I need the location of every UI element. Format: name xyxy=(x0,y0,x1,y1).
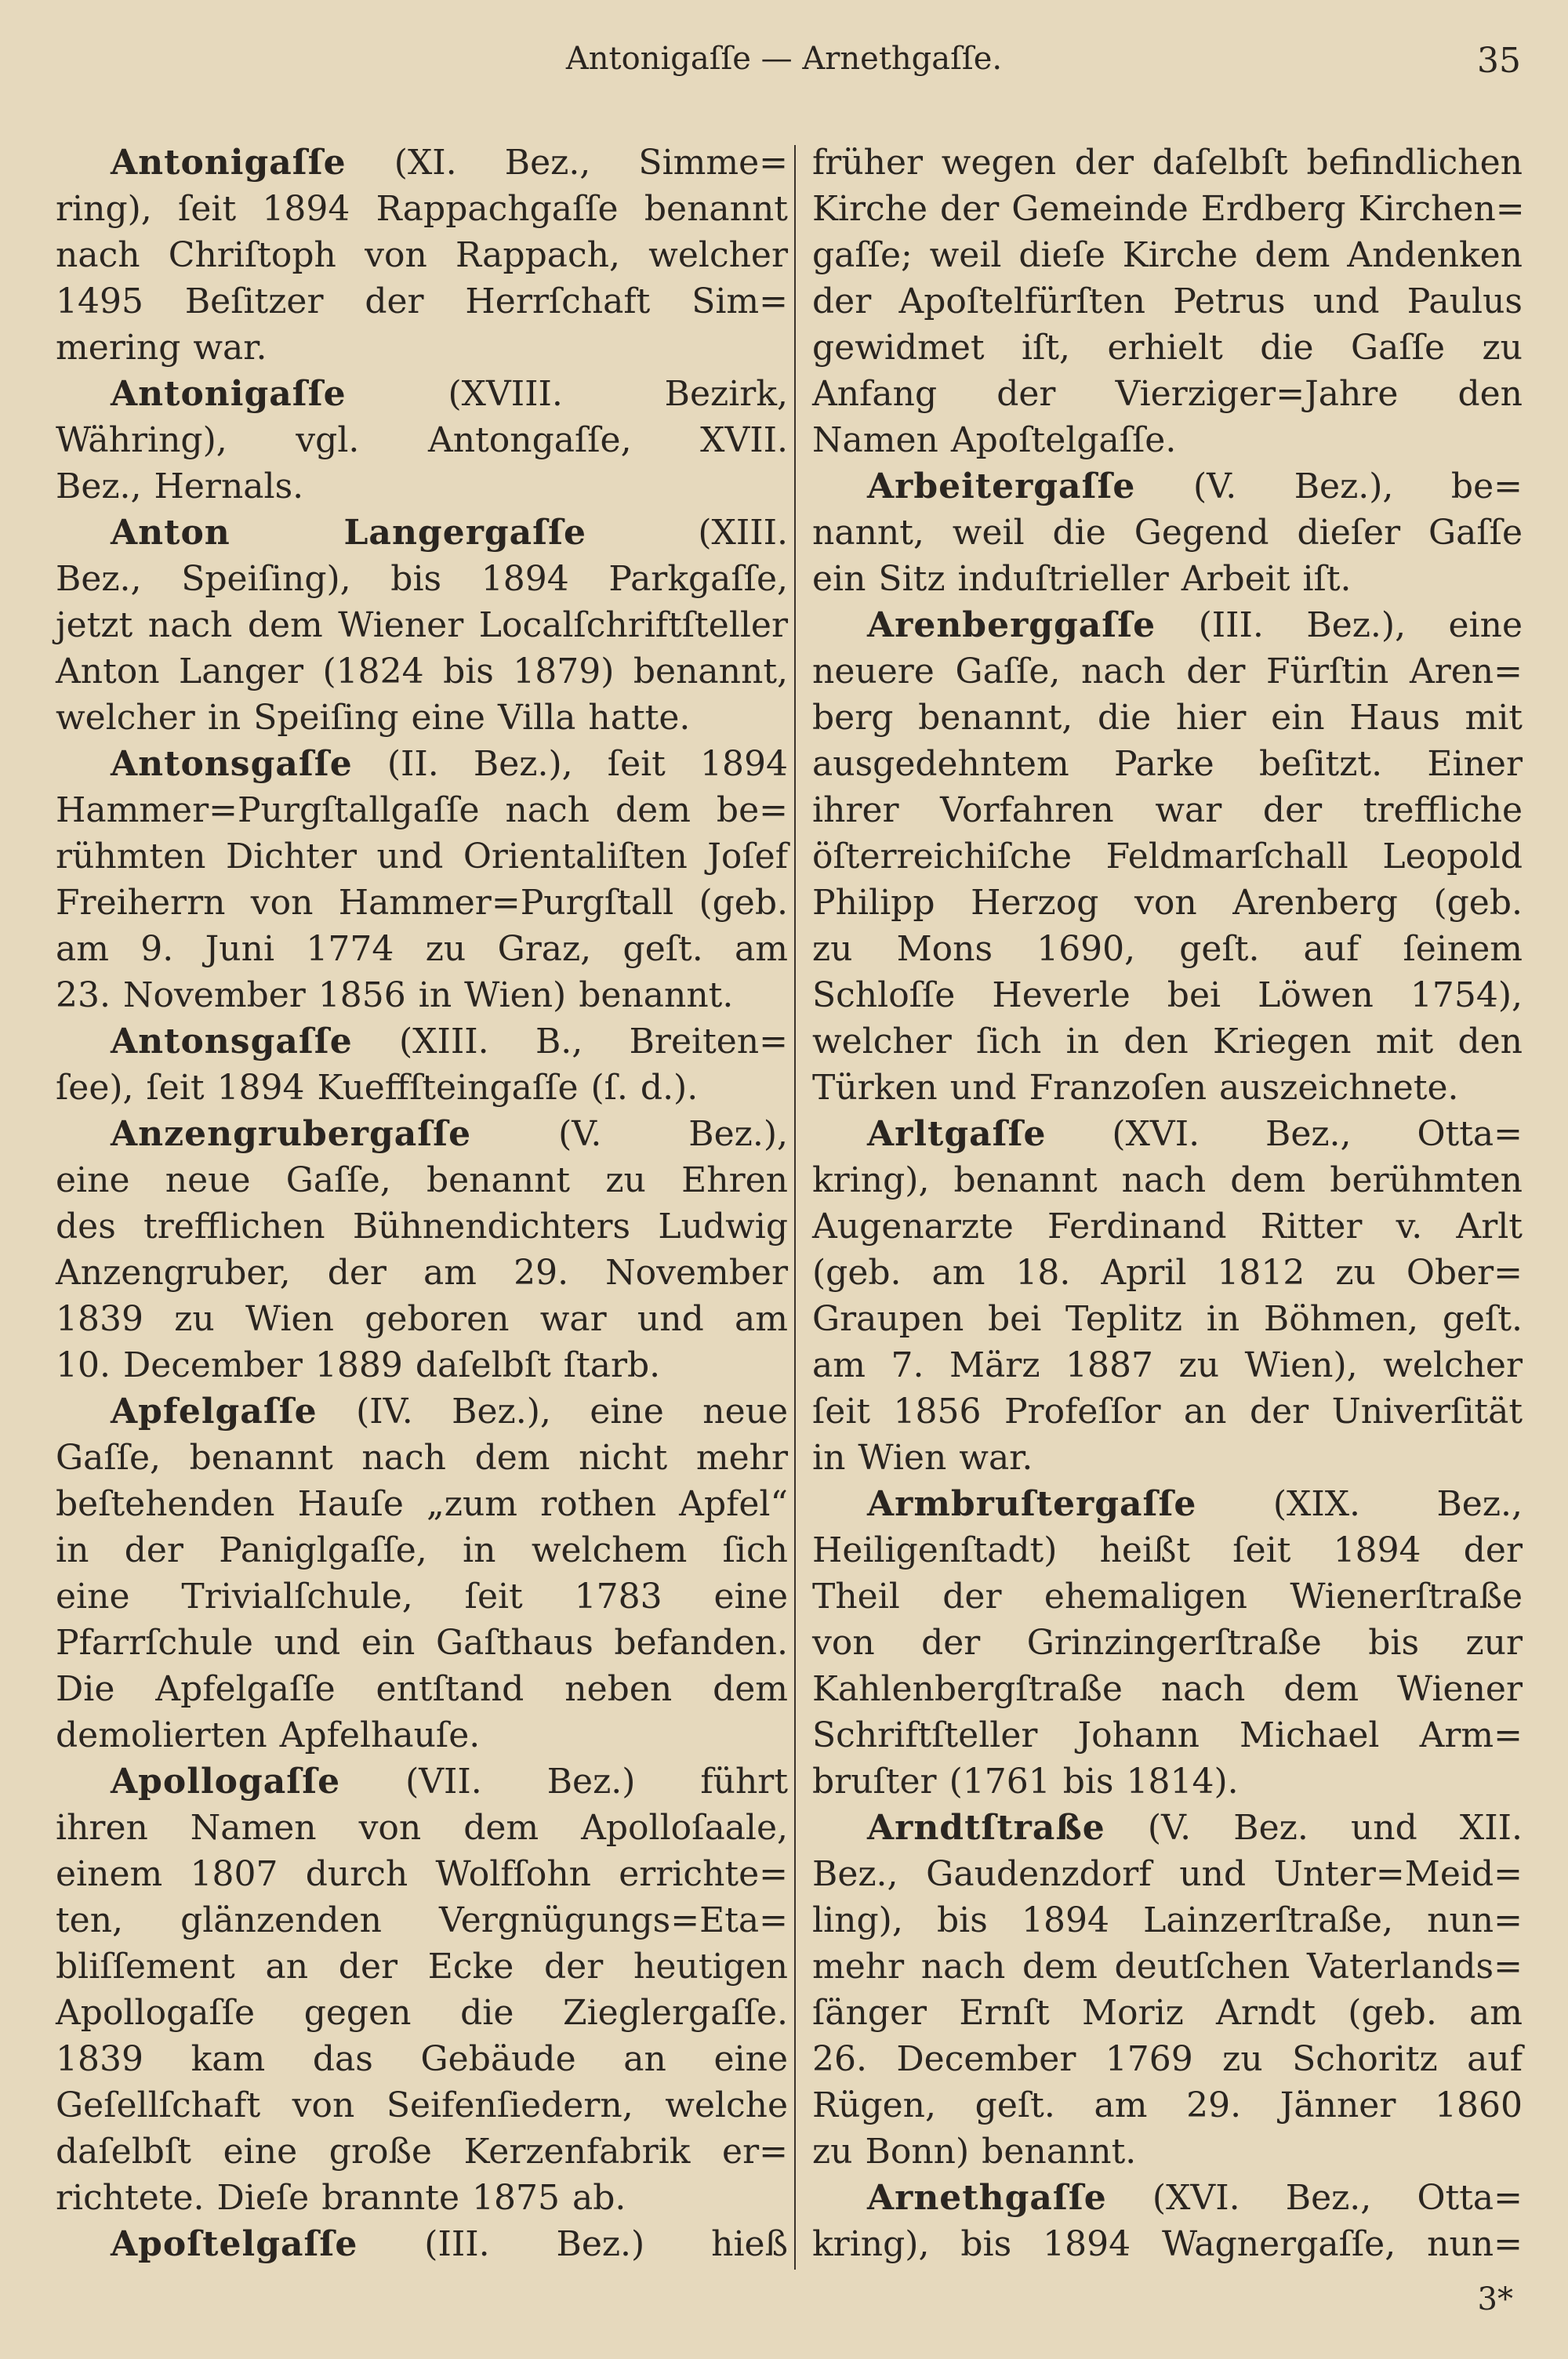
entry-head-line xyxy=(812,1481,1523,1527)
text-line xyxy=(56,1342,788,1388)
text-line xyxy=(56,1805,788,1851)
line-text: Theil der ehemaligen Wienerſtraße xyxy=(812,1577,1523,1617)
line-text: (III. Bez.) hieß xyxy=(358,2224,788,2264)
text-line xyxy=(56,1943,788,1990)
signature-mark: 3* xyxy=(1477,2281,1513,2317)
entry-head-line xyxy=(812,1805,1523,1851)
line-text: (V. Bez. und XII. xyxy=(1105,1808,1523,1848)
text-line xyxy=(56,1897,788,1943)
line-text: (V. Bez.), xyxy=(471,1114,788,1154)
text-line xyxy=(56,1250,788,1296)
line-text: Bez., Gaudenzdorf und Unter=Meid= xyxy=(812,1854,1523,1894)
text-line xyxy=(56,2082,788,2129)
text-line xyxy=(812,232,1523,278)
entry-headword: Antonsgaſſe xyxy=(111,1022,353,1062)
text-line xyxy=(812,186,1523,232)
line-text: 1839 kam das Gebäude an eine xyxy=(56,2039,788,2079)
line-text: daſelbſt eine große Kerzenfabrik er= xyxy=(56,2132,788,2172)
line-text: Gaſſe, benannt nach dem nicht mehr xyxy=(56,1438,788,1478)
text-line xyxy=(812,1018,1523,1065)
text-line xyxy=(812,417,1523,463)
line-text: kring), benannt nach dem berühmten xyxy=(812,1160,1523,1200)
text-line xyxy=(56,556,788,602)
line-text: Währing), vgl. Antongaſſe, XVII. xyxy=(56,420,788,460)
line-text: Schriftſteller Johann Michael Arm= xyxy=(812,1715,1523,1755)
text-line xyxy=(56,1296,788,1342)
line-text: ſänger Ernſt Moriz Arndt (geb. am xyxy=(812,1993,1523,2033)
line-text: öſterreichiſche Feldmarſchall Leopold xyxy=(812,837,1523,876)
entry-headword: Arndtſtraße xyxy=(867,1808,1105,1848)
line-text: welcher ſich in den Kriegen mit den xyxy=(812,1022,1523,1062)
text-line xyxy=(812,2129,1523,2175)
text-line xyxy=(812,1157,1523,1203)
text-line xyxy=(56,1157,788,1203)
entry-head-line xyxy=(56,140,788,186)
line-text: eine neue Gaſſe, benannt zu Ehren xyxy=(56,1160,788,1200)
running-title: Antonigaſſe — Arnethgaſſe. xyxy=(565,41,1003,77)
text-line xyxy=(56,1666,788,1712)
text-line xyxy=(812,1990,1523,2036)
text-line xyxy=(812,1758,1523,1805)
line-text: (geb. am 18. April 1812 zu Ober= xyxy=(812,1253,1523,1293)
line-text: (II. Bez.), ſeit 1894 xyxy=(352,744,788,784)
line-text: rühmten Dichter und Orientaliſten Joſef xyxy=(56,837,788,876)
text-line xyxy=(56,1712,788,1758)
entry-head-line xyxy=(56,1111,788,1157)
text-line xyxy=(812,880,1523,926)
line-text: eine Trivialſchule, ſeit 1783 eine xyxy=(56,1577,788,1617)
text-line xyxy=(56,926,788,972)
text-line xyxy=(56,1851,788,1897)
line-text: richtete. Dieſe brannte 1875 ab. xyxy=(56,2178,626,2218)
entry-head-line xyxy=(812,1111,1523,1157)
line-text: nannt, weil die Gegend dieſer Gaſſe xyxy=(812,513,1523,553)
line-text: (XVIII. Bezirk, xyxy=(346,374,788,414)
text-line xyxy=(812,1435,1523,1481)
text-line xyxy=(56,1203,788,1250)
line-text: (V. Bez.), be= xyxy=(1135,466,1523,506)
text-line xyxy=(56,787,788,833)
text-line xyxy=(56,463,788,510)
entry-head-line xyxy=(56,1018,788,1065)
entry-headword: Anton Langergaſſe xyxy=(111,513,586,553)
line-text: Pfarrſchule und ein Gaſthaus befanden. xyxy=(56,1623,788,1663)
line-text: Namen Apoſtelgaſſe. xyxy=(812,420,1177,460)
line-text: Freiherrn von Hammer=Purgſtall (geb. xyxy=(56,883,788,923)
text-line xyxy=(56,325,788,371)
text-line xyxy=(812,2221,1523,2267)
line-text: des trefflichen Bühnendichters Ludwig xyxy=(56,1207,788,1247)
line-text: Bez., Speiſing), bis 1894 Parkgaſſe, xyxy=(56,559,788,599)
line-text: (VII. Bez.) führt xyxy=(340,1762,788,1802)
text-line xyxy=(812,1250,1523,1296)
line-text: neuere Gaſſe, nach der Fürſtin Aren= xyxy=(812,651,1523,691)
page-number: 35 xyxy=(1477,41,1521,81)
line-text: welcher in Speiſing eine Villa hatte. xyxy=(56,698,691,738)
text-line xyxy=(56,2129,788,2175)
entry-headword: Arnethgaſſe xyxy=(867,2178,1107,2218)
line-text: 23. November 1856 in Wien) benannt. xyxy=(56,975,734,1015)
line-text: ling), bis 1894 Lainzerſtraße, nun= xyxy=(812,1900,1523,1940)
line-text: ein Sitz induſtrieller Arbeit iſt. xyxy=(812,559,1352,599)
text-line xyxy=(56,648,788,695)
text-line xyxy=(812,510,1523,556)
text-line xyxy=(812,926,1523,972)
line-text: 10. December 1889 daſelbſt ſtarb. xyxy=(56,1345,661,1385)
line-text: Anzengruber, der am 29. November xyxy=(56,1253,788,1293)
text-line xyxy=(812,371,1523,417)
entry-headword: Anzengrubergaſſe xyxy=(111,1114,472,1154)
entry-headword: Antonsgaſſe xyxy=(111,744,353,784)
entry-headword: Antonigaſſe xyxy=(111,374,347,414)
text-line xyxy=(812,695,1523,741)
text-line xyxy=(812,1943,1523,1990)
line-text: von der Grinzingerſtraße bis zur xyxy=(812,1623,1523,1663)
text-line xyxy=(812,140,1523,186)
line-text: (XIII. xyxy=(586,513,788,553)
line-text: ausgedehntem Parke beſitzt. Einer xyxy=(812,744,1523,784)
entry-head-line xyxy=(56,1388,788,1435)
line-text: Kirche der Gemeinde Erdberg Kirchen= xyxy=(812,189,1525,229)
text-line xyxy=(812,278,1523,325)
line-text: Bez., Hernals. xyxy=(56,466,304,506)
entry-headword: Apfelgaſſe xyxy=(111,1392,318,1432)
line-text: Augenarzte Ferdinand Ritter v. Arlt xyxy=(812,1207,1523,1247)
text-line xyxy=(56,278,788,325)
text-line xyxy=(812,1573,1523,1620)
text-line xyxy=(56,1620,788,1666)
right-column xyxy=(812,140,1523,2267)
left-column xyxy=(56,140,788,2267)
line-text: nach Chriſtoph von Rappach, welcher xyxy=(56,235,788,275)
column-divider xyxy=(794,145,796,2270)
entry-headword: Arbeitergaſſe xyxy=(867,466,1136,506)
line-text: ihren Namen von dem Apolloſaale, xyxy=(56,1808,788,1848)
entry-head-line xyxy=(56,1758,788,1805)
text-line xyxy=(812,1851,1523,1897)
entry-head-line xyxy=(56,371,788,417)
line-text: Rügen, geſt. am 29. Jänner 1860 xyxy=(812,2085,1523,2125)
line-text: Hammer=Purgſtallgaſſe nach dem be= xyxy=(56,790,788,830)
line-text: gewidmet iſt, erhielt die Gaſſe zu xyxy=(812,328,1523,368)
line-text: gaſſe; weil dieſe Kirche dem Andenken xyxy=(812,235,1523,275)
entry-head-line xyxy=(812,2175,1523,2221)
text-line xyxy=(812,1388,1523,1435)
line-text: 1839 zu Wien geboren war und am xyxy=(56,1299,788,1339)
running-head xyxy=(0,41,1568,88)
line-text: (XI. Bez., Simme= xyxy=(346,143,788,183)
line-text: zu Bonn) benannt. xyxy=(812,2132,1137,2172)
text-line xyxy=(812,2036,1523,2082)
line-text: am 9. Juni 1774 zu Graz, geſt. am xyxy=(56,929,788,969)
line-text: (XVI. Bez., Otta= xyxy=(1106,2178,1523,2218)
line-text: (XVI. Bez., Otta= xyxy=(1046,1114,1523,1154)
line-text: zu Mons 1690, geſt. auf ſeinem xyxy=(812,929,1523,969)
text-line xyxy=(812,1527,1523,1573)
text-line xyxy=(812,833,1523,880)
line-text: (IV. Bez.), eine neue xyxy=(317,1392,788,1432)
text-line xyxy=(56,972,788,1018)
line-text: 1495 Beſitzer der Herrſchaft Sim= xyxy=(56,281,788,321)
entry-headword: Antonigaſſe xyxy=(111,143,347,183)
line-text: einem 1807 durch Wolfſohn errichte= xyxy=(56,1854,788,1894)
text-line xyxy=(812,325,1523,371)
line-text: demolierten Apfelhauſe. xyxy=(56,1715,481,1755)
text-line xyxy=(56,186,788,232)
text-line xyxy=(56,1481,788,1527)
line-text: ring), ſeit 1894 Rappachgaſſe benannt xyxy=(56,189,788,229)
entry-head-line xyxy=(56,2221,788,2267)
text-line xyxy=(812,556,1523,602)
text-line xyxy=(812,1342,1523,1388)
line-text: ſee), ſeit 1894 Kueffſteingaſſe (ſ. d.). xyxy=(56,1068,699,1108)
line-text: mering war. xyxy=(56,328,267,368)
text-line xyxy=(56,2175,788,2221)
text-line xyxy=(56,880,788,926)
entry-head-line xyxy=(56,510,788,556)
entry-headword: Apoſtelgaſſe xyxy=(111,2224,358,2264)
line-text: ſeit 1856 Profeſſor an der Univerſität xyxy=(812,1392,1523,1432)
entry-headword: Arenberggaſſe xyxy=(867,605,1156,645)
line-text: ihrer Vorfahren war der treffliche xyxy=(812,790,1523,830)
entry-head-line xyxy=(812,463,1523,510)
text-line xyxy=(812,2082,1523,2129)
text-line xyxy=(812,1296,1523,1342)
line-text: Apollogaſſe gegen die Zieglergaſſe. xyxy=(56,1993,788,2033)
line-text: berg benannt, die hier ein Haus mit xyxy=(812,698,1523,738)
line-text: (III. Bez.), eine xyxy=(1156,605,1523,645)
line-text: bliſſement an der Ecke der heutigen xyxy=(56,1947,788,1987)
entry-head-line xyxy=(56,741,788,787)
line-text: Philipp Herzog von Arenberg (geb. xyxy=(812,883,1523,923)
line-text: bruſter (1761 bis 1814). xyxy=(812,1762,1239,1802)
line-text: (XIII. B., Breiten= xyxy=(352,1022,788,1062)
text-line xyxy=(812,1666,1523,1712)
line-text: Schloſſe Heverle bei Löwen 1754), xyxy=(812,975,1523,1015)
text-line xyxy=(56,1527,788,1573)
line-text: beſtehenden Hauſe „zum rothen Apfel“ xyxy=(56,1484,788,1524)
line-text: früher wegen der daſelbſt befindlichen xyxy=(812,143,1523,183)
text-line xyxy=(812,787,1523,833)
text-line xyxy=(812,972,1523,1018)
line-text: in Wien war. xyxy=(812,1438,1033,1478)
entry-head-line xyxy=(812,602,1523,648)
text-line xyxy=(812,1712,1523,1758)
entry-headword: Arltgaſſe xyxy=(867,1114,1047,1154)
line-text: Anfang der Vierziger=Jahre den xyxy=(812,374,1523,414)
line-text: Kahlenbergſtraße nach dem Wiener xyxy=(812,1669,1523,1709)
entry-headword: Apollogaſſe xyxy=(111,1762,341,1802)
text-line xyxy=(56,695,788,741)
line-text: (XIX. Bez., xyxy=(1196,1484,1523,1524)
text-line xyxy=(812,1203,1523,1250)
line-text: Anton Langer (1824 bis 1879) benannt, xyxy=(56,651,788,691)
line-text: 26. December 1769 zu Schoritz auf xyxy=(812,2039,1523,2079)
line-text: Geſellſchaft von Seifenſiedern, welche xyxy=(56,2085,788,2125)
text-line xyxy=(812,741,1523,787)
text-line xyxy=(56,1435,788,1481)
text-line xyxy=(56,2036,788,2082)
line-text: jetzt nach dem Wiener Localſchriftſteller xyxy=(56,605,788,645)
line-text: in der Paniglgaſſe, in welchem ſich xyxy=(56,1530,788,1570)
line-text: mehr nach dem deutſchen Vaterlands= xyxy=(812,1947,1523,1987)
line-text: der Apoſtelfürſten Petrus und Paulus xyxy=(812,281,1523,321)
text-line xyxy=(56,602,788,648)
line-text: kring), bis 1894 Wagnergaſſe, nun= xyxy=(812,2224,1523,2264)
text-line xyxy=(56,232,788,278)
line-text: Graupen bei Teplitz in Böhmen, geſt. xyxy=(812,1299,1523,1339)
line-text: ten, glänzenden Vergnügungs=Eta= xyxy=(56,1900,788,1940)
text-line xyxy=(56,417,788,463)
text-line xyxy=(812,1065,1523,1111)
text-line xyxy=(56,1065,788,1111)
line-text: Heiligenſtadt) heißt ſeit 1894 der xyxy=(812,1530,1523,1570)
text-line xyxy=(56,1573,788,1620)
text-line xyxy=(812,1620,1523,1666)
entry-headword: Armbruſtergaſſe xyxy=(867,1484,1197,1524)
line-text: Türken und Franzoſen auszeichnete. xyxy=(812,1068,1459,1108)
line-text: am 7. März 1887 zu Wien), welcher xyxy=(812,1345,1523,1385)
text-line xyxy=(56,1990,788,2036)
line-text: Die Apfelgaſſe entſtand neben dem xyxy=(56,1669,788,1709)
text-line xyxy=(812,648,1523,695)
text-line xyxy=(56,833,788,880)
text-line xyxy=(812,1897,1523,1943)
